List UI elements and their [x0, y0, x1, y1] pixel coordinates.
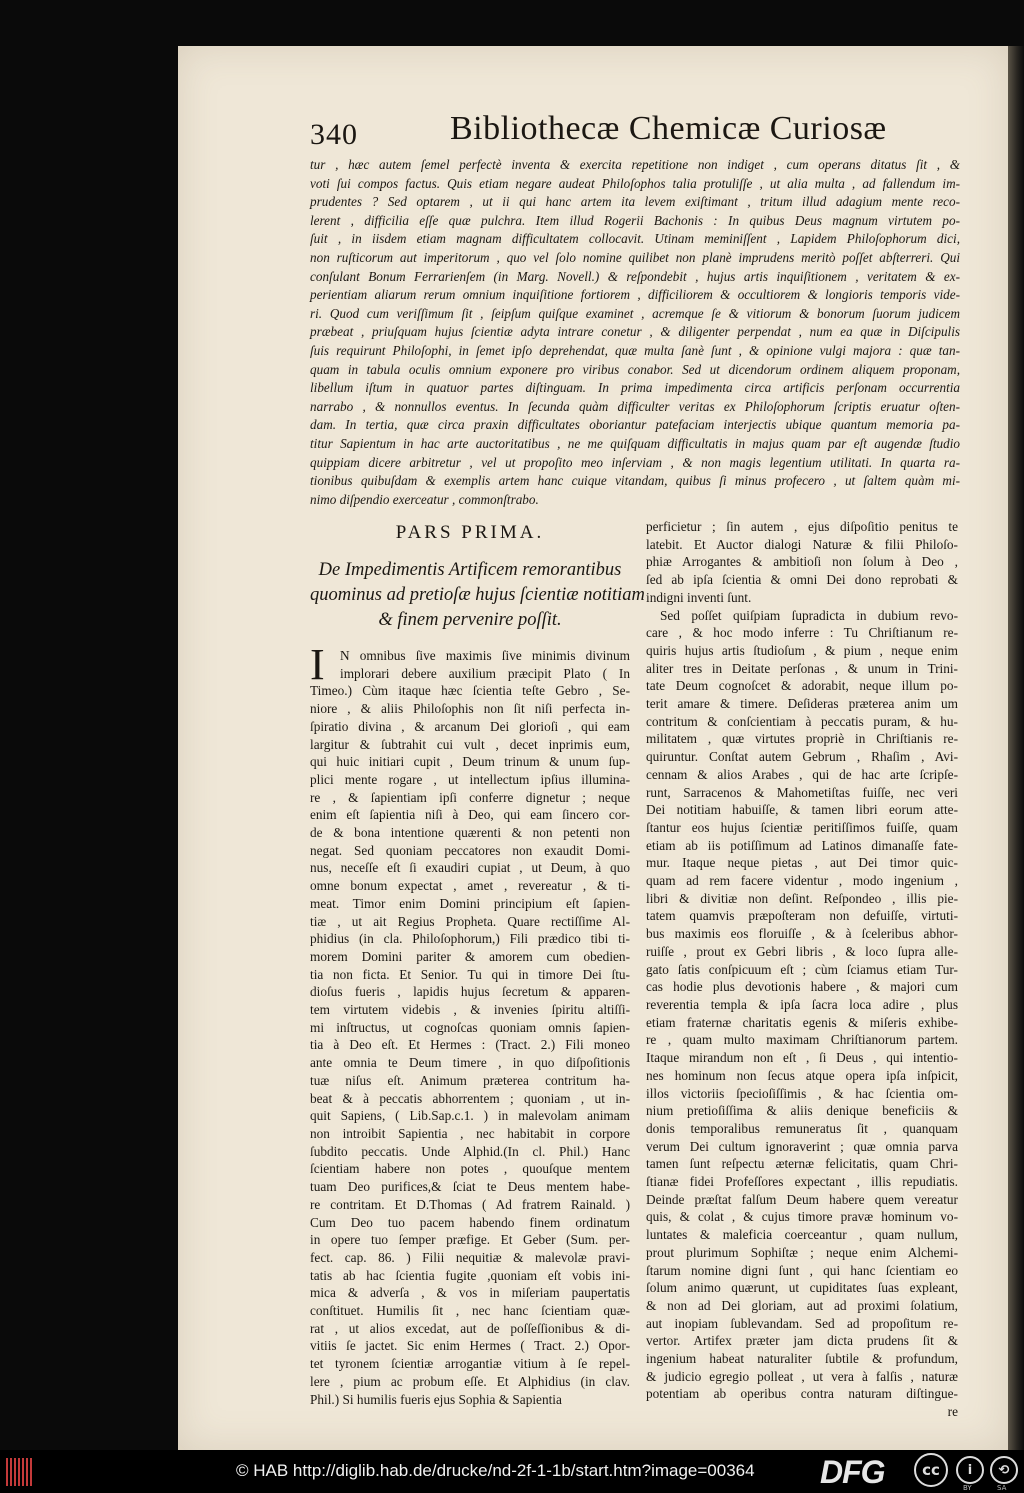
- page-edge-shadow: [1008, 46, 1024, 1450]
- barcode-icon: [6, 1458, 36, 1486]
- body-line: mur. Itaque neque pietas , aut Dei timor quic-: [646, 855, 958, 871]
- body-line: quis, & colat , & cujus timore pravæ hominum vo-: [646, 1209, 958, 1225]
- body-line: donis temporalibus remuneratus ſit , quanquam: [646, 1120, 958, 1136]
- body-line: cennam & alios Arabes , qui de hac arte ſcripſe-: [646, 766, 958, 782]
- intro-line: lerent , difficilia eſſe quæ pulchra. Item illud Rogerii Bachonis : In quibus Deus magnum virtutem po-: [310, 212, 960, 228]
- body-line: Phil.) Si humilis fueris ejus Sophia & Sapientia: [310, 1391, 562, 1407]
- intro-line: prudentes ? Sed optarem , ut ii qui hanc artem ita levem exiſtimant , tritum illud adagium mente reco-: [310, 194, 960, 210]
- body-line: luntates & maleficia coerceantur , quam nullum,: [646, 1227, 958, 1243]
- body-line: niore , & aliis Philoſophis non ſit niſi perfecta in-: [310, 701, 630, 717]
- body-line: in opere tuo ſemper præfige. Et Geber (Sum. per-: [310, 1232, 630, 1248]
- body-line: tia à Deo eſt. Et Hermes : (Tract. 2.) Fili moneo: [310, 1037, 630, 1053]
- intro-paragraph: [310, 156, 960, 509]
- body-line: prout plurimum Sophiſtæ ; neque enim Alchemi-: [646, 1244, 958, 1260]
- body-line: conſtituet. Humilis ſit , nec hanc ſcientiam quæ-: [310, 1303, 630, 1319]
- body-line: bus maximis eos floruiſſe , & à ſceleribus abhor-: [646, 926, 958, 942]
- body-line: meat. Timor enim Domini principium eſt ſapien-: [310, 895, 630, 911]
- intro-line: titur Sapientum in hac arte auctoritatibus , ne me quiſquam difficultatis in majus quam par eſt augendæ ſtudio: [310, 435, 960, 451]
- intro-line: conſulant Bonum Ferrarienſem (in Marg. Novell.) & reſpondebit , hujus artis inquiſitionem , veritatem & ex-: [310, 268, 960, 284]
- body-line: de & bona intentione quærenti & non petenti non: [310, 825, 630, 841]
- body-line: ſubdito peccatis. Unde Alphid.(In cl. Phil.) Hanc: [310, 1143, 630, 1159]
- body-line: & judicio egregio polleat , ut vera à falſis , naturæ: [646, 1368, 958, 1384]
- body-line: tuæ niſus eſt. Animum præterea contritum ha-: [310, 1072, 630, 1088]
- footer-bar: [0, 1450, 1024, 1493]
- body-line: re , quam multo maximam Chriſtianorum partem.: [646, 1032, 958, 1048]
- body-line: Timeo.) Cùm itaque hæc ſcientia teſte Gebro , Se-: [310, 683, 630, 699]
- left-column-text: [310, 640, 630, 1408]
- body-line: verum Dei cultum ignoraverint ; quæ omnia parva: [646, 1138, 958, 1154]
- body-line: ſtianæ fidei Profeſſores expectant , illis repudiatis.: [646, 1174, 958, 1190]
- intro-line: ſuis requirunt Philoſophi, in ſemet ipſo deprehendat, quæ multa ſanè ſunt , & opinione vulgi majora : quæ tan-: [310, 342, 960, 358]
- body-line: N omnibus ſive maximis ſive minimis divinum: [340, 648, 630, 663]
- body-line: rat , ut alios excedat, aut de poſſeſſionibus & di-: [310, 1320, 630, 1336]
- body-line: largitur & ſubtrahit cui vult , decet inprimis eum,: [310, 736, 630, 752]
- body-line: tiæ , ut ait Regius Propheta. Quare rectiſſime Al-: [310, 913, 630, 929]
- intro-line: perientiam aliarum rerum omnium inquiſitione fortiorem , difficiliorem & occultiorem & longioris temporis vide-: [310, 287, 960, 303]
- cc-sa-icon[interactable]: ⟲: [990, 1456, 1018, 1484]
- cc-by-label: BY: [963, 1484, 972, 1492]
- copyright-link[interactable]: © HAB http://diglib.hab.de/drucke/nd-2f-1-1b/start.htm?image=00364: [236, 1461, 755, 1480]
- body-line: tamen ſunt reſpectu æternæ felicitatis, quam Chri-: [646, 1156, 958, 1172]
- cc-by-icon[interactable]: i: [956, 1456, 984, 1484]
- body-line: ingenium habeat naturaliter ſubtile & profundum,: [646, 1351, 958, 1367]
- intro-line: voti ſui compos factus. Quis etiam negare audeat Philoſophos talia protuliſſe , ut alia multa , ad fallendum im-: [310, 175, 960, 191]
- body-line: enim eſt ſapientia niſi à Deo, qui eam ſincero cor-: [310, 807, 630, 823]
- body-line: tatem quamvis præpoſteram non defuiſſe, virtuti-: [646, 908, 958, 924]
- body-line: non introibit Sapientia , nec habitabit in corpore: [310, 1125, 630, 1141]
- section-heading: PARS PRIMA.: [395, 522, 545, 543]
- intro-line: nimo diſpendio exerceatur , commonſtrabo.: [310, 491, 539, 507]
- body-line: Dei notitiam habuiſſe, & tamen libri eorum atte-: [646, 802, 958, 818]
- intro-line: ri. Quod cum veriſſimum ſit , ſeipſum quiſque examinet , acremque ſe & vitiorum & bonorum ſuorum judicem: [310, 305, 960, 321]
- intro-line: narrabo , & nonnullos eventus. In ſecunda quàm difficulter veritas ex Philoſophorum ſcriptis eruatur oſten-: [310, 398, 960, 414]
- cc-license-icon[interactable]: cc: [914, 1453, 948, 1487]
- body-line: re contritam. Et D.Thomas ( Ad fratrem Rainald. ): [310, 1196, 630, 1212]
- drop-cap: I: [310, 640, 325, 689]
- body-line: mica & adverſa , & vos in miſeriam paupertatis: [310, 1285, 630, 1301]
- body-line: tuam Deo purifices,& ſciat te Deus mentem habe-: [310, 1179, 630, 1195]
- subtitle-line: & finem pervenire poſſit.: [378, 610, 562, 630]
- body-line: quiris hujus artis ſtudioſum , & pium , neque enim: [646, 642, 958, 658]
- body-line: mi inſtructus, ut cognoſcas quoniam omnis ſapien-: [310, 1019, 630, 1035]
- book-page: [178, 46, 1008, 1450]
- section-subtitle: [310, 558, 645, 633]
- running-title: Bibliothecæ Chemicæ Curiosæ: [450, 110, 887, 147]
- body-line: vitiis ſe jactet. Sic enim Hermes ( Tract. 2.) Opor-: [310, 1338, 630, 1354]
- body-line: Sed poſſet quiſpiam ſupradicta in dubium revo-: [660, 607, 958, 623]
- body-line: perficietur ; ſin autem , ejus diſpoſitio penitus te: [646, 519, 958, 534]
- dfg-logo[interactable]: DFG: [820, 1454, 885, 1490]
- intro-line: tionibus quibuſdam & exemplis artem hanc cuique vitandam, quibus ſi minus profecero , ut ſaltem quàm mi-: [310, 473, 960, 489]
- body-line: implorari debere auxilium præcipit Plato ( In: [340, 665, 630, 681]
- body-line: ſcientiam habere non potes , quouſque mentem: [310, 1161, 630, 1177]
- body-line: etiam fraternæ charitatis egenis & miſeris exhibe-: [646, 1014, 958, 1030]
- body-line: Itaque mirandum non eſt , ſi Deus , qui intentio-: [646, 1050, 958, 1066]
- body-line: Cum Deo tuo pacem habendo finem ordinatum: [310, 1214, 630, 1230]
- body-line: gato ſatis conſpicuum eſt ; cùm ſciamus etiam Tur-: [646, 961, 958, 977]
- body-line: omne bonum expectat , amet , revereatur , & ti-: [310, 878, 630, 894]
- body-line: aut inopiam ſublevandam. Sed ad propoſitum re-: [646, 1315, 958, 1331]
- body-line: cas hodie plus devotionis habere , & majori cum: [646, 979, 958, 995]
- body-line: tet tyronem ſcientiæ arrogantiæ vitium à ſe repel-: [310, 1356, 630, 1372]
- body-line: morem Domini pariter & amorem cum obedien-: [310, 948, 630, 964]
- body-line: runt, Sarracenos & Mahometiſtas fuiſſe, nec veri: [646, 784, 958, 800]
- body-line: ſpiratio divina , & arcanum Dei glorioſi , qui eam: [310, 718, 630, 734]
- left-column: [310, 516, 645, 1408]
- cc-sa-label: SA: [997, 1484, 1007, 1492]
- body-line: lere , pium ac probum eſſe. Et Alphidius (in clav.: [310, 1373, 630, 1389]
- intro-line: tur , hæc autem ſemel perfectè inventa & exercita repetitione non indiget , cum operans ditatus ſit , &: [310, 157, 960, 172]
- subtitle-line: quominus ad pretioſæ hujus ſcientiæ notitiam: [310, 585, 645, 605]
- intro-line: libellum iſtum in quatuor partes diſtinguam. In prima impedimenta circa artificis perſonam occurrentia: [310, 380, 960, 396]
- body-line: quit Sapiens, ( Lib.Sap.c.1. ) in malevolam animam: [310, 1108, 630, 1124]
- right-column-text: [646, 518, 958, 1421]
- body-line: terit amare & timere. Deſideras præterea anim um: [646, 696, 958, 712]
- body-line: latebit. Et Auctor dialogi Naturæ & filii Philoſo-: [646, 536, 958, 552]
- body-line: aliter tres in Deitate perſonas , & unum in Trini-: [646, 660, 958, 676]
- body-line: fect. cap. 86. ) Filii nequitiæ & malevolæ pravi-: [310, 1249, 630, 1265]
- body-line: indigni inventi ſunt.: [646, 589, 752, 605]
- body-line: beat & à peccatis abhorrentem ; quoniam , ut in-: [310, 1090, 630, 1106]
- body-line: nes hominum non ſecus atque opera ipſa inſpicit,: [646, 1067, 958, 1083]
- body-line: ante omnia te Deum timere , in quo diſpoſitionis: [310, 1055, 630, 1071]
- body-line: potentiam ab operibus contra naturam diſtingue-: [646, 1386, 958, 1402]
- body-line: tatis ab hac ſcientia fugite ,quoniam eſt vobis ini-: [310, 1267, 630, 1283]
- body-line: ſtarum nomine digni ſunt , qui hanc ſcientiam eo: [646, 1262, 958, 1278]
- body-line: militatem , quæ virtutes propriè in Chriſtianis re-: [646, 731, 958, 747]
- body-line: re , & ſapientiam ipſi conferre dignetur ; neque: [310, 789, 630, 805]
- body-line: illos victoriis ſpecioſiſſimis , & hac ſcientia om-: [646, 1085, 958, 1101]
- body-line: ſed ab ipſa ſcientia & omni Dei dono reprobati &: [646, 572, 958, 588]
- body-line: tate Deum cognoſcet & adorabit, neque illum po-: [646, 678, 958, 694]
- body-line: contritum & conſcientiam à peccatis puram, & hu-: [646, 713, 958, 729]
- body-line: & non ad Dei gloriam, aut ad proximi ſolatium,: [646, 1297, 958, 1313]
- body-line: care , & hoc modo inferre : Tu Chriſtianum re-: [646, 625, 958, 641]
- body-line: nus, neceſſe eſt ſi exaudiri cupiat , ut Deum, à quo: [310, 860, 630, 876]
- body-line: re: [947, 1404, 958, 1420]
- body-line: nium pretioſiſſima & aliis denique beneficiis &: [646, 1103, 958, 1119]
- subtitle-line: De Impedimentis Artificem remorantibus: [318, 560, 622, 580]
- body-line: reverentia templa & ipſa ſacra loca adire , plus: [646, 996, 958, 1012]
- body-line: vertor. Artifex præter jam dicta prudens ſit &: [646, 1333, 958, 1349]
- intro-line: non ruſticorum aut imperitorum , quo vel ſolo nomine quilibet non planè imprudens meritò poſſet abſterreri. Qui: [310, 249, 960, 265]
- page-number: 340: [310, 118, 358, 151]
- body-line: libri & divitiæ non deſint. Reſpondeo , illis pie-: [646, 890, 958, 906]
- body-line: ruiſſe , prout ex Gebri libris , & loco ſupra alle-: [646, 943, 958, 959]
- body-line: qui huic initiari cupit , Deum trinum & unum ſup-: [310, 754, 630, 770]
- intro-line: dam. In tertia, quæ circa praxin difficultates oboriantur patefaciam interjectis ubique quantum memoria pa-: [310, 417, 960, 433]
- intro-line: ſuit , in iisdem etiam magnam difficultatem collocavit. Utinam meminiſſent , Lapidem Philoſophorum dici,: [310, 231, 960, 247]
- body-line: etiam ab iis potiſſimum ad Latinos dimanaſſe fate-: [646, 837, 958, 853]
- intro-line: præbeat , priuſquam hujus ſcientiæ adyta intrare conetur , & diligenter perpendat , num ea quæ in Diſcipulis: [310, 324, 960, 340]
- body-line: ſolum animo quærunt, ut cupiditates ſuas expleant,: [646, 1280, 958, 1296]
- body-line: tia non ficta. Et Senior. Tu qui in timore Dei ſtu-: [310, 966, 630, 982]
- body-line: phidius (in cla. Philoſophorum,) Fili prædico tibi ti-: [310, 931, 630, 947]
- body-line: ſtantur eos hujus ſcientiæ peritiſſimos fuiſſe, quam: [646, 819, 958, 835]
- body-line: quiruntur. Conſtat autem Gebrum , Rhaſim , Avi-: [646, 749, 958, 765]
- body-line: phiæ Arrogantes & ambitioſi non ſolum à Deo ,: [646, 554, 958, 570]
- body-line: Deinde præſtat falſum Deum habere quem vereatur: [646, 1191, 958, 1207]
- body-line: dioſus fueris , lapidis hujus ſecretum & apparen-: [310, 984, 630, 1000]
- intro-line: quam in tabula oculis omnium exponere pro viribus conabor. Sed ut dicendorum ordinem aliquem proponam,: [310, 361, 960, 377]
- body-line: quam ad rem facere videntur , modo ingenium ,: [646, 873, 958, 889]
- body-line: plici mente rogare , ut intellectum ipſius illumina-: [310, 771, 630, 787]
- body-line: negat. Sed quoniam peccatores non exaudit Domi-: [310, 842, 630, 858]
- body-line: tem virtutem videbis , & invenies ſpiritu altiſſi-: [310, 1002, 630, 1018]
- intro-line: quippiam dicere arbitretur , vel ut propoſito meo inſerviam , & non magis legentium utilitati. In quarta ra-: [310, 454, 960, 470]
